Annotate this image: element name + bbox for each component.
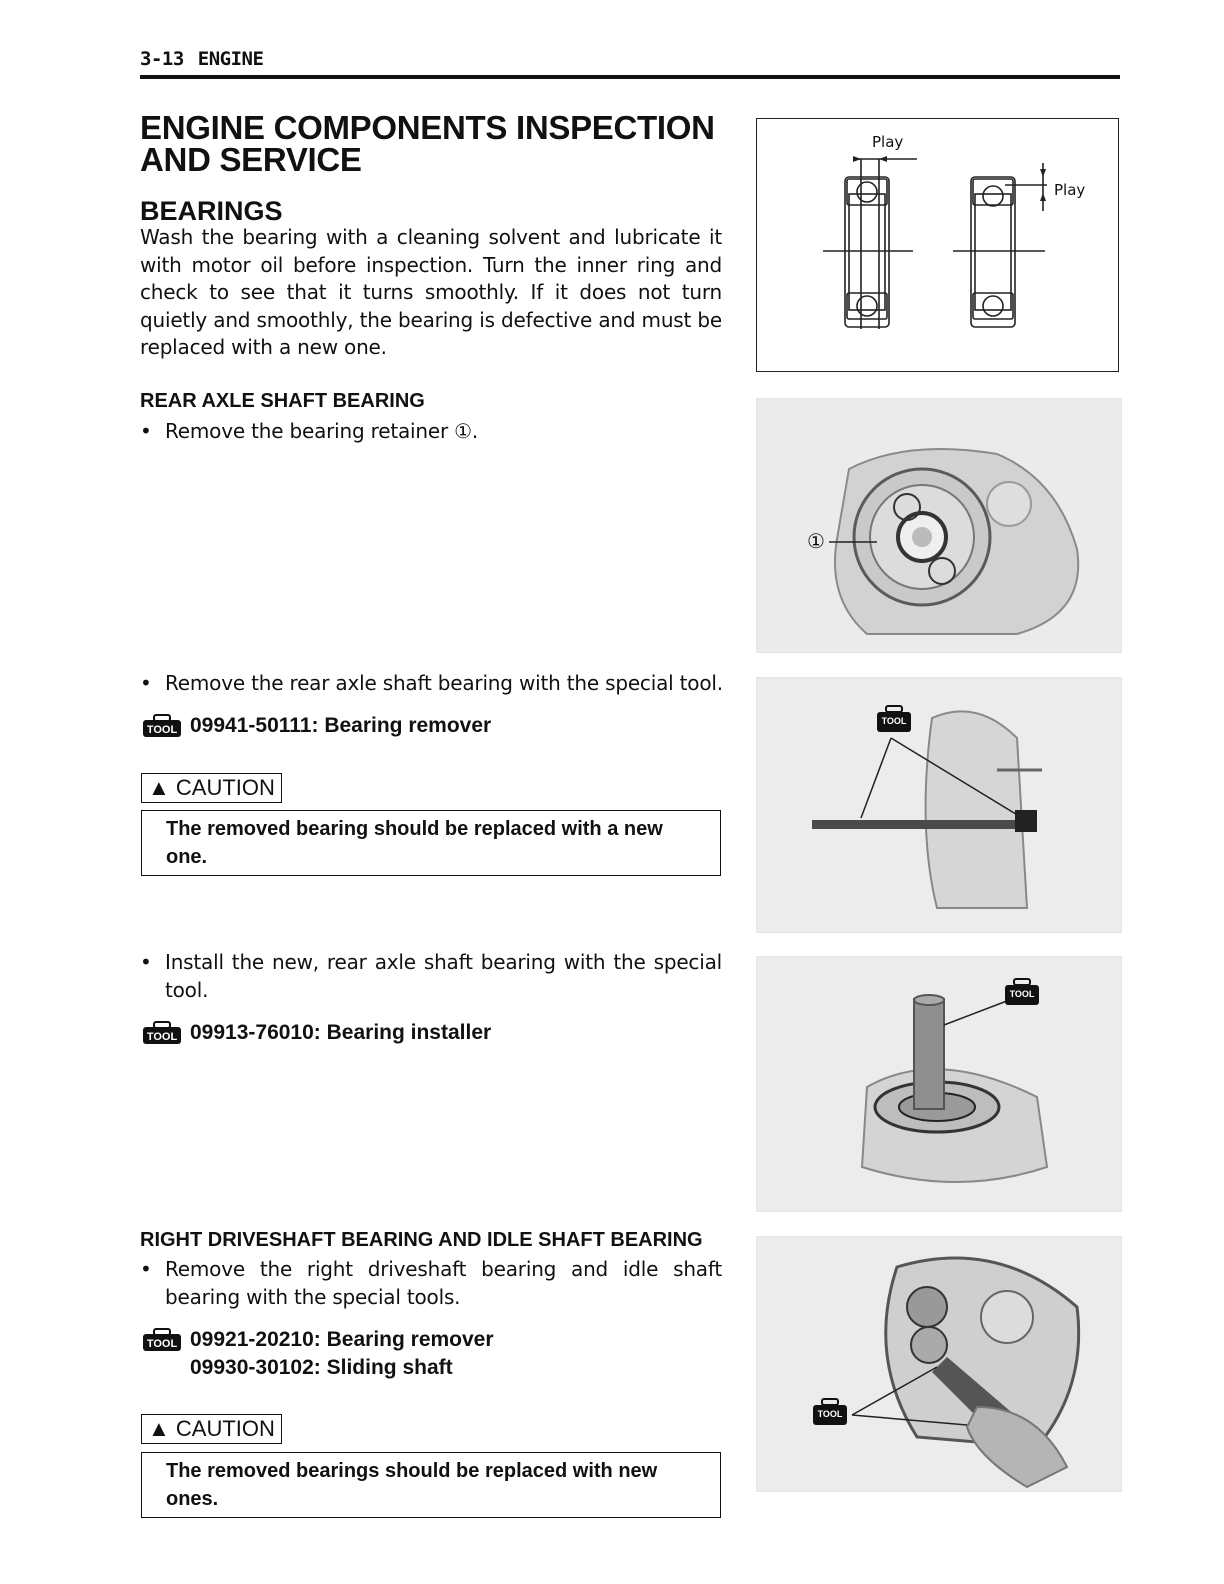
rear-tool-2-number: 09913-76010: (190, 1021, 321, 1044)
bearings-heading: BEARINGS (140, 196, 283, 226)
section-name: ENGINE (197, 48, 264, 70)
caution-box-1: The removed bearing should be replaced with a new one. (141, 810, 721, 876)
caution-label-1 (141, 773, 282, 803)
caution-label-text: CAUTION (175, 1416, 275, 1441)
tool-badge-label-2: TOOL (1009, 989, 1035, 999)
photo-bearing-retainer (756, 398, 1122, 653)
tool-badge-label-3: TOOL (817, 1409, 843, 1419)
right-drive-step-1: • Remove the right driveshaft bearing and idle shaft bearing with the special tools. (140, 1256, 722, 1311)
rear-tool-2-name: Bearing installer (326, 1021, 492, 1044)
caution-label-text: CAUTION (175, 775, 275, 800)
rear-axle-step-1: • Remove the bearing retainer ①. (140, 418, 722, 446)
title-line-2: AND SERVICE (140, 141, 362, 178)
svg-text:TOOL: TOOL (146, 1031, 178, 1044)
rear-tool-1-name: Bearing remover (324, 714, 492, 737)
photo-bearing-remover (756, 677, 1122, 933)
svg-text:TOOL: TOOL (146, 1338, 178, 1351)
tool-box-icon (142, 1021, 182, 1045)
right-tools (142, 1326, 494, 1354)
tool-box-icon (142, 1328, 182, 1352)
photo-bearing-installer (756, 956, 1122, 1212)
warning-triangle-icon: ▲ (148, 1416, 170, 1441)
right-tool-2 (190, 1354, 453, 1382)
rear-axle-step-2: • Remove the rear axle shaft bearing with the special tool. (140, 670, 730, 698)
right-drive-heading: RIGHT DRIVESHAFT BEARING AND IDLE SHAFT BEARING (140, 1229, 703, 1251)
page-title (140, 109, 740, 178)
page-number: 3-13 (140, 48, 184, 70)
axial-play-label: Play (872, 133, 904, 151)
caution-label-2 (141, 1414, 282, 1444)
caution-box-2: The removed bearings should be replaced with new ones. (141, 1452, 721, 1518)
rear-axle-heading: REAR AXLE SHAFT BEARING (140, 390, 425, 412)
rear-tool-2 (142, 1019, 491, 1047)
right-tool-2-name: Sliding shaft (326, 1356, 453, 1379)
right-tool-1-number: 09921-20210: (190, 1328, 321, 1351)
rear-tool-1-number: 09941-50111: (190, 714, 319, 737)
rear-tool-1 (142, 712, 491, 740)
callout-1: ① (807, 529, 825, 553)
right-tool-2-number: 09930-30102: (190, 1356, 321, 1379)
tool-badge-label-1: TOOL (881, 716, 907, 726)
warning-triangle-icon: ▲ (148, 775, 170, 800)
radial-play-label: Play (1054, 181, 1086, 199)
svg-text:TOOL: TOOL (146, 724, 178, 737)
tool-box-icon (142, 714, 182, 738)
photo-driveshaft-bearing-removal (756, 1236, 1122, 1492)
title-line-1: ENGINE COMPONENTS INSPECTION (140, 109, 715, 146)
header-rule (140, 75, 1120, 79)
page-header (140, 48, 263, 70)
bearing-play-diagram (756, 118, 1119, 372)
rear-axle-step-3: • Install the new, rear axle shaft bearing with the special tool. (140, 949, 722, 1004)
bearings-paragraph: Wash the bearing with a cleaning solvent and lubricate it with motor oil before inspection. Turn the inner ring and check to see that it turns smoothly. If it does not turn quietly and smoothly, the bearing is defective and must be replaced with a new one. (140, 225, 722, 359)
right-tool-1-name: Bearing remover (326, 1328, 494, 1351)
